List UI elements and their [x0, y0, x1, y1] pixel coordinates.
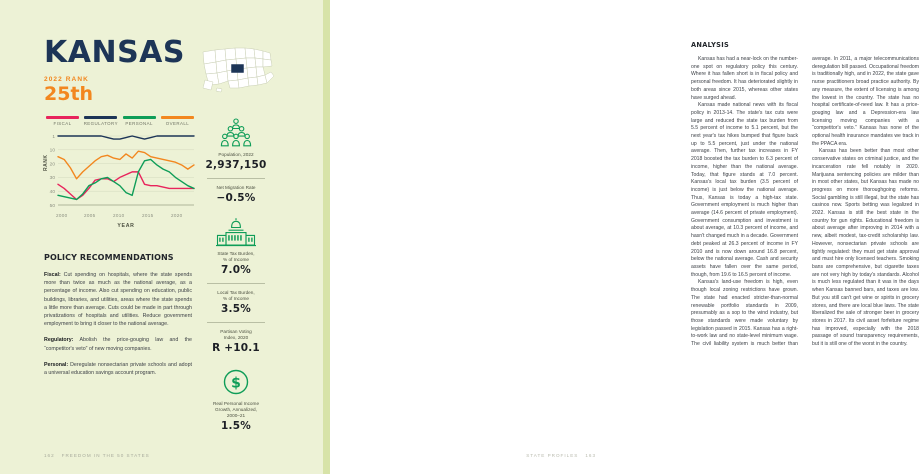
capitol-building-icon	[215, 217, 257, 247]
legend-swatch-fiscal	[46, 116, 79, 119]
stat-label-rpig-line3: 2000–21	[226, 413, 246, 418]
svg-text:20: 20	[49, 161, 55, 167]
chart-y-axis-label: RANK	[43, 154, 49, 171]
svg-text:50: 50	[49, 203, 55, 209]
x-tick-4: 2020	[171, 212, 183, 218]
stats-column	[203, 118, 269, 432]
stat-label-local-tax-burden-line1: Local Tax Burden,	[217, 290, 255, 295]
policy-item-personal-text: Deregulate nonsectarian private schools and adopt a universal education savings account program.	[44, 361, 192, 377]
left-footer-text: FREEDOM IN THE 50 STATES	[61, 453, 150, 458]
x-tick-3: 2015	[142, 212, 154, 218]
stat-real-personal-income-growth	[203, 367, 269, 432]
stat-label-state-tax-burden	[203, 251, 269, 263]
analysis-paragraph-1: Kansas has had a near-lock on the number-one spot on regulatory policy this century. Where it has fallen short is in fiscal policy and personal freedom. It has deteriorated slightly in both areas since 2015, whereas other states have surged ahead.	[691, 56, 798, 101]
stat-value-partisan-voting-index: R +10.1	[212, 342, 260, 354]
legend-item-fiscal	[44, 116, 81, 126]
policy-item-regulatory-label: Regulatory:	[44, 337, 74, 344]
policy-recommendations	[44, 253, 192, 385]
policy-item-personal	[44, 361, 192, 377]
divider-3	[207, 322, 265, 323]
legend-swatch-personal	[123, 116, 156, 119]
stat-value-state-tax-burden: 7.0%	[221, 264, 251, 276]
right-footer-text: STATE PROFILES	[526, 453, 579, 458]
analysis-paragraph-3: Kansas's land-use freedom is high, even though local zoning restrictions have grown. The state had enacted stricter-than-normal renewable portfolio standards in 2009, presumably as a sop to the wind industry, but those standards were made voluntary by legislation passed in 2015. Kansas has a right-to-work law and no state-level minimum wage. The civil liability system is much better than average. In 2011, a major telecommunications deregulation bill passed. Occupational freedom is traditionally high, and in 2022, the state gave nurse practitioners broad practice authority. By any measure, the extent of licensing is among the lowest in the country. The state has no hospital certificate-of-need law. It has a price-gouging law and a Depression-era law licensing moving companies with a “competitor's veto.” Kansas has none of the optional health insurance mandates we track in the PPACA era.	[691, 56, 919, 348]
us-map-icon	[197, 40, 277, 96]
stat-value-population: 2,937,150	[205, 159, 267, 171]
analysis-heading: ANALYSIS	[691, 41, 730, 49]
analysis-paragraph-4: Kansas has been better than most other conservative states on criminal justice, and the incarceration rate fell notably in 2020. Marijuana sentencing policies are milder than in most other states, but Kansas has made no progress on more thoroughgoing reforms. Social gambling is still illegal, but the state has casinos now. Sports betting was legalized in 2022. Kansas is still the best state in the country for gun rights. Educational freedom is about average after improving in 2014 with a new, albeit modest, tax-credit scholarship law. However, nonsectarian private schools are tightly regulated: they must get state approval and must hire only licensed teachers. Smoking bans are comprehensive, but cigarette taxes are not very high by today's standards. Alcohol is much less regulated than it was in the days when Kansas banned bars, and taxes are low. But you still can't get wine or spirits in grocery stores, and there are local blue laws. The state liberalized the sale of stronger beer in grocery stores in 2017. Its civil asset forfeiture regime has improved, especially with the 2018 passage of sound transparency requirements, but it is still one of the worst in the country.	[812, 148, 919, 348]
divider-2	[207, 283, 265, 284]
chart-plot-area	[44, 131, 196, 213]
legend-item-overall	[159, 116, 196, 126]
svg-text:1: 1	[52, 134, 55, 140]
x-tick-0: 2000	[56, 212, 68, 218]
stat-value-local-tax-burden: 3.5%	[221, 303, 251, 315]
right-page-number: 163	[585, 453, 596, 458]
stat-label-local-tax-burden-line2: % of Income	[222, 296, 250, 301]
left-page-footer	[44, 453, 150, 458]
stat-state-tax-burden	[203, 217, 269, 276]
left-page-number: 162	[44, 453, 55, 458]
svg-text:30: 30	[49, 175, 55, 181]
legend-swatch-regulatory	[84, 116, 117, 119]
policy-heading: POLICY RECOMMENDATIONS	[44, 253, 174, 262]
chart-legend	[44, 116, 196, 126]
stat-label-rpig-line2: Growth, Annualized,	[215, 407, 257, 412]
svg-text:10: 10	[49, 148, 55, 154]
page-title: KANSAS	[44, 35, 186, 70]
policy-item-fiscal-label: Fiscal:	[44, 272, 61, 278]
legend-label-overall: OVERALL	[165, 120, 190, 126]
stat-label-local-tax-burden	[203, 290, 269, 302]
analysis-paragraph-2: Kansas made national news with its fiscal policy in 2013-14. The state's tax cuts were large and reduced the state tax burden from 5.5 percent of income to 5.1 percent, but the next year's tax hikes bumped that figure back up to 5.5 percent, just under the national average. Then, further tax increases in FY 2018 boosted the tax burden to 6.3 percent of income, higher than the national average. Today, that figure stands at 7.0 percent. Kansas's local tax burden (3.5 percent of income) is just below the national average. Thus, Kansas is today a high-tax state. Government employment is much higher than average (14.6 percent of private employment). Government consumption and investment is about average, at 10.3 percent of income, and hasn't changed much in a decade. Government debt peaked at 26.3 percent of income in FY 2010 and is now down around 16.8 percent, below the national average. Cash and security assets have fallen over the same period, though, from 19.6 to 16.5 percent of income.	[691, 102, 798, 278]
policy-item-regulatory-text: Abolish the price-gouging law and the “competitor's veto” of new moving companies.	[44, 337, 192, 352]
rank-label: 2022 RANK	[44, 76, 89, 83]
chart-svg	[44, 131, 196, 213]
right-page	[330, 0, 919, 474]
chart-x-axis-label: YEAR	[117, 222, 135, 229]
stat-label-real-personal-income-growth	[203, 401, 269, 419]
spacer-2	[203, 354, 269, 367]
legend-item-personal	[121, 116, 158, 126]
stat-partisan-voting-index	[203, 329, 269, 354]
stat-label-state-tax-burden-line2: % of Income	[222, 257, 250, 262]
stat-population	[203, 118, 269, 171]
legend-swatch-overall	[161, 116, 194, 119]
stat-label-rpig-line1: Real Personal Income	[212, 401, 260, 406]
stat-value-net-migration: −0.5%	[216, 192, 256, 204]
stat-net-migration	[203, 185, 269, 204]
legend-item-regulatory	[82, 116, 119, 126]
x-tick-1: 2005	[84, 212, 96, 218]
title-block	[44, 35, 186, 105]
chart-x-axis	[44, 213, 196, 222]
dollar-circle-icon	[221, 367, 251, 397]
policy-item-fiscal-text: Cut spending on hospitals, where the state spends more than twice as much as the national average, as a percentage of income. Also cut spending on education, public buildings, libraries, and utilities, areas where the state spends a little more than average. Cuts could be made in part through privatizations of hospitals and utilities. Reduce government employment to bring it closer to the national average.	[44, 272, 192, 328]
stat-local-tax-burden	[203, 290, 269, 315]
stat-label-partisan-voting-index-line2: Index, 2020	[223, 335, 249, 340]
svg-text:$: $	[231, 375, 241, 392]
analysis-columns	[691, 56, 919, 349]
stat-label-state-tax-burden-line1: State Tax Burden,	[217, 251, 255, 256]
legend-label-regulatory: REGULATORY	[83, 120, 118, 126]
analysis-section	[691, 41, 919, 349]
legend-label-personal: PERSONAL	[125, 120, 153, 126]
right-page-footer	[526, 453, 596, 458]
people-pyramid-icon	[216, 118, 256, 148]
policy-item-personal-label: Personal:	[44, 361, 69, 368]
stat-label-partisan-voting-index-line1: Partisan Voting	[220, 329, 252, 334]
rank-trend-chart	[44, 116, 196, 240]
stat-value-real-personal-income-growth: 1.5%	[221, 420, 251, 432]
left-page	[0, 0, 330, 474]
stat-label-population: Population, 2022	[218, 152, 254, 157]
stat-label-net-migration: Net Migration Rate	[216, 185, 256, 190]
spacer-1	[203, 204, 269, 217]
stat-label-partisan-voting-index	[203, 329, 269, 341]
legend-label-fiscal: FISCAL	[53, 120, 72, 126]
x-tick-2: 2010	[113, 212, 125, 218]
rank-value: 25th	[44, 83, 94, 105]
svg-text:40: 40	[49, 189, 55, 195]
policy-item-regulatory	[44, 336, 192, 352]
policy-item-fiscal	[44, 271, 192, 328]
divider-1	[207, 178, 265, 179]
